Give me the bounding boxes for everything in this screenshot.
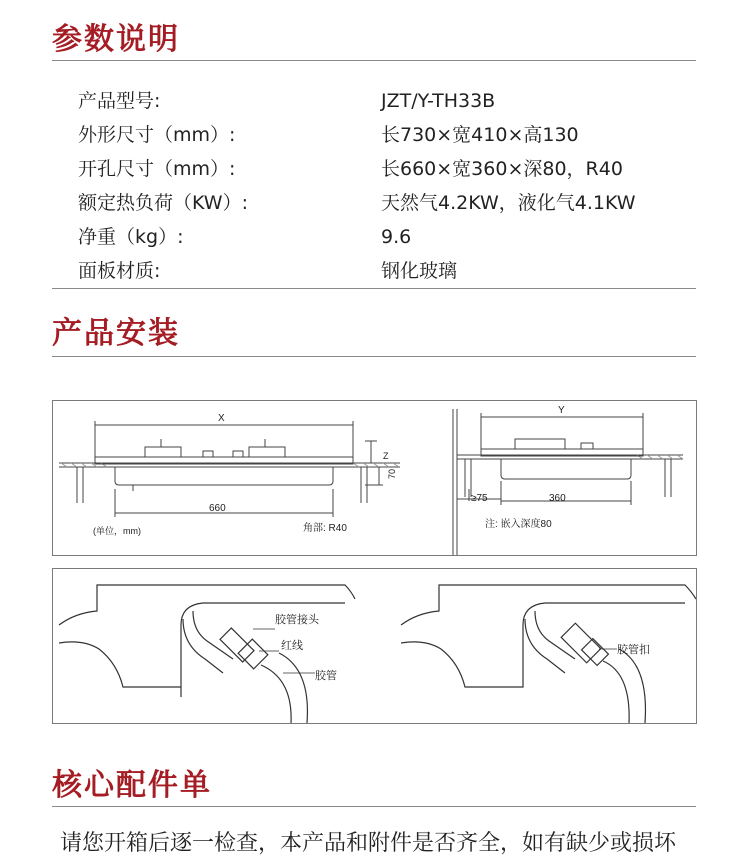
- spec-row-cutout-size: [78, 152, 688, 186]
- divider: [52, 288, 696, 289]
- dim-70-label: 70: [387, 468, 397, 479]
- spec-row-panel-material: [78, 254, 688, 288]
- spec-value: 天然气4.2KW，液化气4.1KW: [381, 192, 636, 214]
- hose-joint-label: 胶管接头: [275, 614, 319, 626]
- hose-clamp-label: 胶管扣: [617, 644, 650, 656]
- red-line-label: 红线: [281, 640, 303, 652]
- section-title-parts: 核心配件单: [52, 768, 212, 803]
- spec-label: 面板材质:: [78, 260, 161, 282]
- hose-label: 胶管: [315, 670, 337, 682]
- depth-note: 注: 嵌入深度80: [485, 519, 552, 530]
- x-label: X: [218, 413, 225, 424]
- spec-label: 额定热负荷（KW）:: [78, 192, 248, 214]
- spec-label: 开孔尺寸（mm）:: [78, 158, 236, 180]
- front-view-drawing: [59, 421, 400, 517]
- spec-row-outer-size: [78, 118, 688, 152]
- dim-75-label: ≥75: [471, 493, 488, 504]
- spec-value: 长660×宽360×深80，R40: [381, 158, 623, 180]
- corner-note: 角部: R40: [303, 523, 347, 534]
- hose-connection-diagram: [52, 568, 697, 724]
- section-title-install: 产品安装: [52, 316, 180, 351]
- dim-660-label: 660: [209, 503, 226, 514]
- spec-value: 长730×宽410×高130: [381, 124, 579, 146]
- spec-row-model: [78, 84, 688, 118]
- spec-row-heat-load: [78, 186, 688, 220]
- spec-row-net-weight: [78, 220, 688, 254]
- divider: [52, 806, 696, 807]
- divider: [52, 356, 696, 357]
- z-label: Z: [383, 451, 389, 461]
- parts-intro-text: 请您开箱后逐一检查，本产品和附件是否齐全，如有缺少或损坏: [60, 831, 677, 856]
- dim-360-label: 360: [549, 493, 566, 504]
- side-view-drawing: [453, 409, 683, 555]
- section-title-params: 参数说明: [52, 22, 180, 57]
- divider: [52, 60, 696, 61]
- spec-label: 净重（kg）:: [78, 226, 184, 248]
- spec-label: 外形尺寸（mm）:: [78, 124, 236, 146]
- hose-clamp-drawing: [401, 585, 696, 723]
- unit-note: (单位，mm): [93, 526, 141, 536]
- spec-label: 产品型号:: [78, 90, 161, 112]
- y-label: Y: [558, 405, 565, 416]
- spec-value: JZT/Y-TH33B: [381, 90, 496, 112]
- spec-value: 9.6: [381, 226, 412, 248]
- installation-dimension-diagram: [52, 400, 697, 556]
- hose-joint-drawing: [59, 585, 355, 723]
- spec-value: 钢化玻璃: [381, 260, 458, 282]
